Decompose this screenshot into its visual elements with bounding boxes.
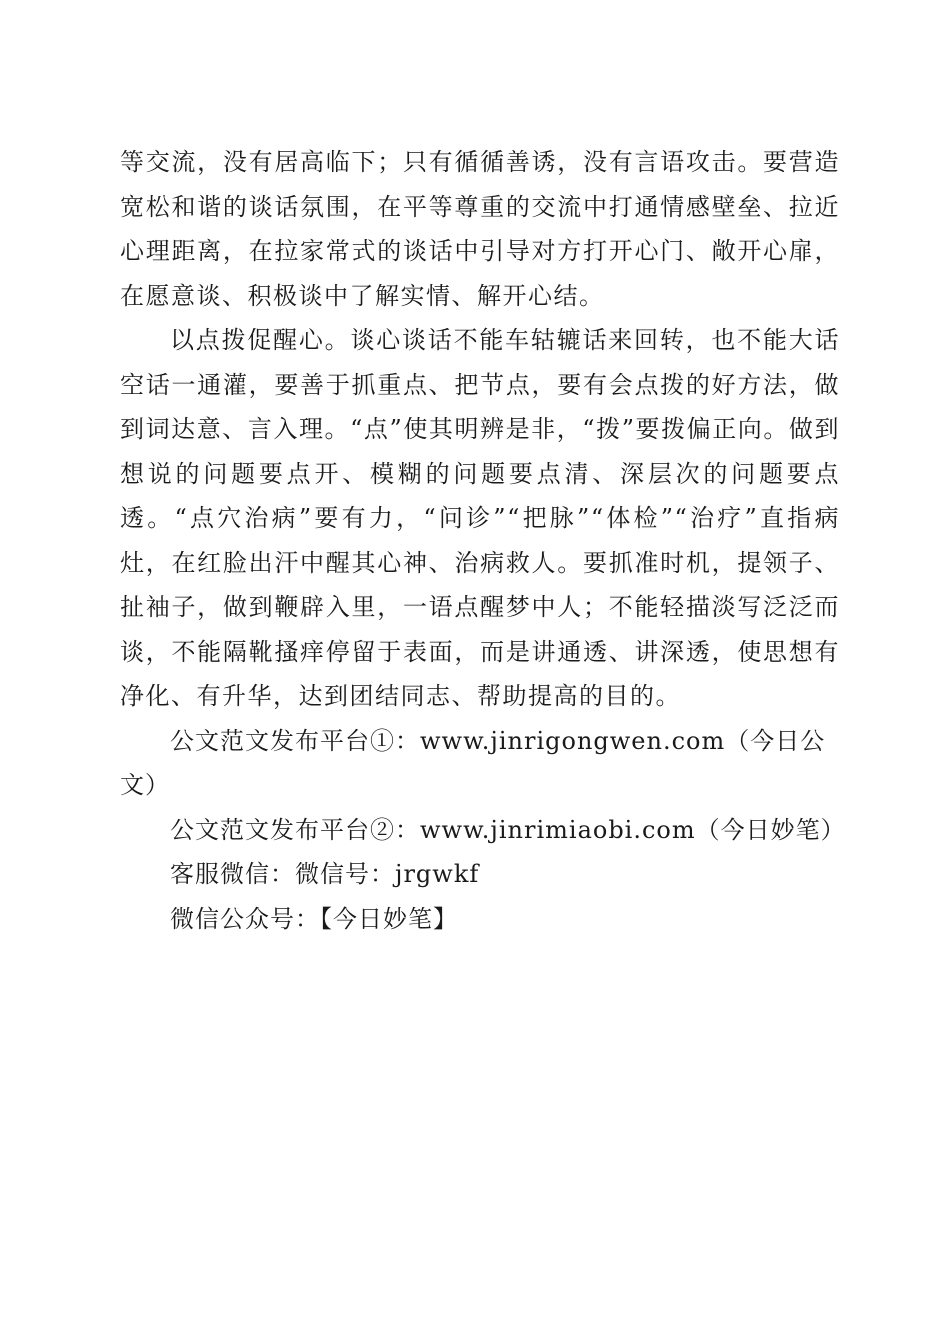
document-body bbox=[120, 140, 846, 941]
footer-service-wechat: 客服微信：微信号：jrgwkf bbox=[170, 860, 480, 888]
paragraph-dianbo: 以点拨促醒心。谈心谈话不能车轱辘话来回转，也不能大话空话一通灌，要善于抓重点、把节点，要有会点拨的好方法，做到词达意、言入理。“点”使其明辨是非，“拨”要拨偏正向。做到想说的问题要点开、模糊的问题要点清、深层次的问题要点透。“点穴治病”要有力，“问诊”“把脉”“体检”“治疗”直指病灶，在红脸出汗中醒其心神、治病救人。要抓准时机，提领子、扯袖子，做到鞭辟入里，一语点醒梦中人；不能轻描淡写泛泛而谈，不能隔靴搔痒停留于表面，而是讲通透、讲深透，使思想有净化、有升华，达到团结同志、帮助提高的目的。 bbox=[120, 326, 840, 710]
paragraph-continued: 等交流，没有居高临下；只有循循善诱，没有言语攻击。要营造宽松和谐的谈话氛围，在平等尊重的交流中打通情感壁垒、拉近心理距离，在拉家常式的谈话中引导对方打开心门、敞开心扉，在愿意谈、积极谈中了解实情、解开心结。 bbox=[120, 148, 840, 310]
footer-platform-2: 公文范文发布平台②：www.jinrimiaobi.com（今日妙笔） bbox=[170, 815, 846, 844]
footer-platform-1: 公文范文发布平台①：www.jinrigongwen.com（今日公文） bbox=[120, 726, 826, 799]
footer-official-account: 微信公众号：【今日妙笔】 bbox=[170, 904, 458, 933]
